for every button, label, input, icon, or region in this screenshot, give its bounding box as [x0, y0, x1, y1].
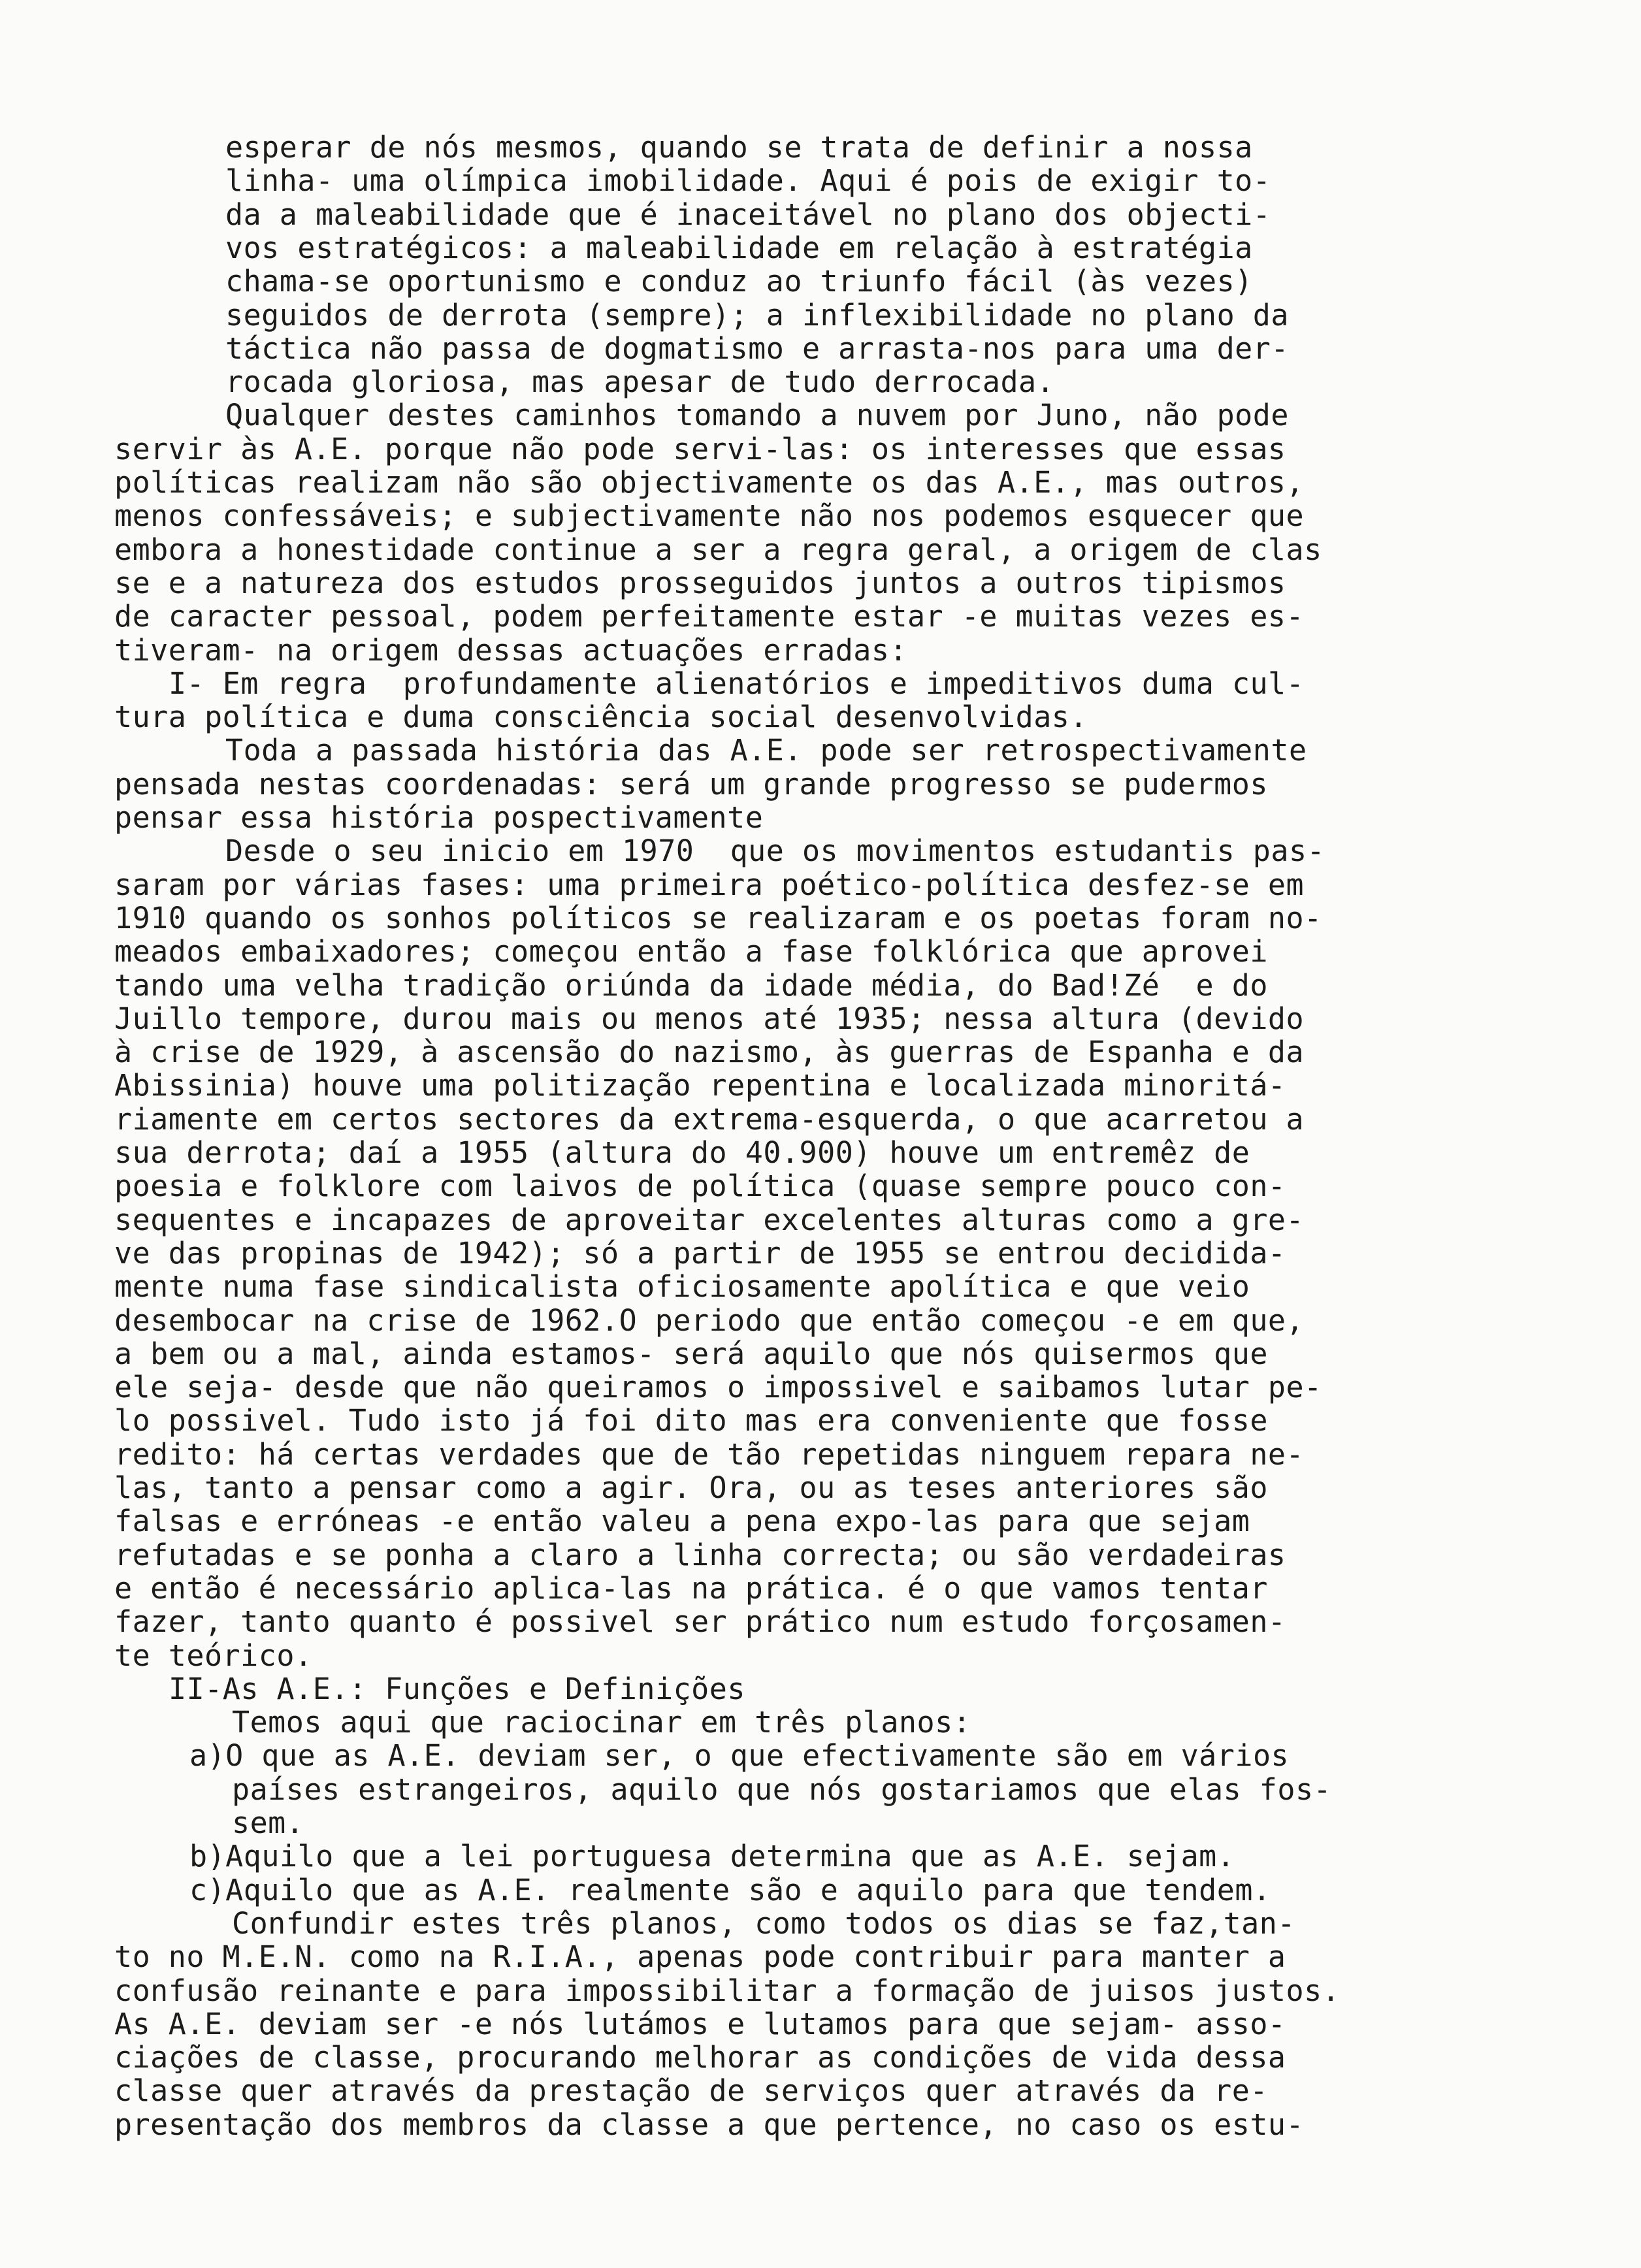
text-line: a bem ou a mal, ainda estamos- será aquilo que nós quisermos que: [114, 1336, 1268, 1371]
text-line: las, tanto a pensar como a agir. Ora, ou as teses anteriores são: [114, 1470, 1268, 1505]
text-line: II-As A.E.: Funções e Definições: [169, 1672, 745, 1706]
text-line: fazer, tanto quanto é possivel ser prático num estudo forçosamen-: [114, 1604, 1286, 1639]
text-line: confusão reinante e para impossibilitar a formação de juisos justos.: [114, 1973, 1340, 2008]
text-line: Abissinia) houve uma politização repentina e localizada minoritá-: [114, 1068, 1286, 1103]
text-line: classe quer através da prestação de serviços quer através da re-: [114, 2073, 1268, 2108]
text-line: táctica não passa de dogmatismo e arrasta-nos para uma der-: [225, 331, 1289, 366]
text-line: b)Aquilo que a lei portuguesa determina que as A.E. sejam.: [189, 1839, 1235, 1873]
text-line: servir às A.E. porque não pode servi-las: os interesses que essas: [114, 432, 1286, 466]
text-line: pensar essa história pospectivamente: [114, 800, 764, 835]
text-line: Juillo tempore, durou mais ou menos até 1935; nessa altura (devido: [114, 1001, 1305, 1036]
text-line: sem.: [232, 1806, 304, 1840]
text-line: tura política e duma consciência social desenvolvidas.: [114, 700, 1088, 734]
text-line: Temos aqui que raciocinar em três planos:: [232, 1705, 971, 1740]
text-line: à crise de 1929, à ascensão do nazismo, às guerras de Espanha e da: [114, 1035, 1305, 1069]
text-line: mente numa fase sindicalista oficiosamente apolítica e que veio: [114, 1269, 1250, 1304]
text-line: de caracter pessoal, podem perfeitamente estar -e muitas vezes es-: [114, 599, 1305, 634]
text-line: te teórico.: [114, 1638, 313, 1673]
text-line: meados embaixadores; começou então a fase folklórica que aprovei: [114, 934, 1268, 969]
text-line: riamente em certos sectores da extrema-esquerda, o que acarretou a: [114, 1102, 1305, 1137]
text-line: pensada nestas coordenadas: será um grande progresso se pudermos: [114, 767, 1268, 802]
text-line: se e a natureza dos estudos prosseguidos juntos a outros tipismos: [114, 566, 1286, 600]
text-line: tando uma velha tradição oriúnda da idade média, do Bad!Zé e do: [114, 968, 1268, 1003]
text-line: Toda a passada história das A.E. pode ser retrospectivamente: [225, 733, 1307, 768]
text-line: esperar de nós mesmos, quando se trata de definir a nossa: [225, 130, 1253, 165]
text-line: rocada gloriosa, mas apesar de tudo derrocada.: [225, 364, 1055, 399]
text-line: ciações de classe, procurando melhorar as condições de vida dessa: [114, 2040, 1286, 2075]
text-line: I- Em regra profundamente alienatórios e impeditivos duma cul-: [169, 666, 1305, 701]
text-line: linha- uma olímpica imobilidade. Aqui é pois de exigir to-: [225, 163, 1271, 198]
text-line: poesia e folklore com laivos de política (quase sempre pouco con-: [114, 1169, 1286, 1203]
text-line: ele seja- desde que não queiramos o impossivel e saibamos lutar pe-: [114, 1370, 1322, 1404]
text-line: As A.E. deviam ser -e nós lutámos e lutamos para que sejam- asso-: [114, 2007, 1286, 2041]
text-line: políticas realizam não são objectivamente os das A.E., mas outros,: [114, 465, 1305, 500]
text-line: chama-se oportunismo e conduz ao triunfo fácil (às vezes): [225, 264, 1253, 299]
text-line: vos estratégicos: a maleabilidade em relação à estratégia: [225, 231, 1253, 265]
text-line: e então é necessário aplica-las na prática. é o que vamos tentar: [114, 1571, 1268, 1606]
text-line: sua derrota; daí a 1955 (altura do 40.900) houve um entremêz de: [114, 1135, 1250, 1170]
text-line: Desde o seu inicio em 1970 que os movimentos estudantis pas-: [225, 834, 1325, 868]
text-line: países estrangeiros, aquilo que nós gostariamos que elas fos-: [232, 1772, 1332, 1807]
text-line: desembocar na crise de 1962.O periodo que então começou -e em que,: [114, 1303, 1305, 1338]
text-line: embora a honestidade continue a ser a regra geral, a origem de clas: [114, 532, 1322, 567]
text-line: saram por várias fases: uma primeira poético-política desfez-se em: [114, 867, 1305, 902]
text-line: ve das propinas de 1942); só a partir de 1955 se entrou decidida-: [114, 1236, 1286, 1271]
text-line: presentação dos membros da classe a que pertence, no caso os estu-: [114, 2107, 1305, 2142]
text-line: Qualquer destes caminhos tomando a nuvem por Juno, não pode: [225, 398, 1289, 432]
text-line: to no M.E.N. como na R.I.A., apenas pode contribuir para manter a: [114, 1939, 1286, 1974]
text-line: menos confessáveis; e subjectivamente não nos podemos esquecer que: [114, 498, 1305, 533]
text-line: refutadas e se ponha a claro a linha correcta; ou são verdadeiras: [114, 1538, 1286, 1572]
text-line: 1910 quando os sonhos políticos se realizaram e os poetas foram no-: [114, 901, 1322, 935]
text-line: a)O que as A.E. deviam ser, o que efectivamente são em vários: [189, 1738, 1290, 1773]
text-line: seguidos de derrota (sempre); a inflexibilidade no plano da: [225, 298, 1289, 332]
text-line: Confundir estes três planos, como todos os dias se faz,tan-: [232, 1906, 1295, 1941]
text-line: sequentes e incapazes de aproveitar excelentes alturas como a gre-: [114, 1203, 1305, 1237]
text-line: da a maleabilidade que é inaceitável no plano dos objecti-: [225, 197, 1271, 232]
text-line: tiveram- na origem dessas actuações erradas:: [114, 633, 908, 668]
text-line: falsas e erróneas -e então valeu a pena expo-las para que sejam: [114, 1504, 1250, 1538]
text-line: lo possivel. Tudo isto já foi dito mas era conveniente que fosse: [114, 1403, 1268, 1438]
text-line: c)Aquilo que as A.E. realmente são e aquilo para que tendem.: [189, 1873, 1271, 1907]
text-line: redito: há certas verdades que de tão repetidas ninguem repara ne-: [114, 1437, 1305, 1472]
